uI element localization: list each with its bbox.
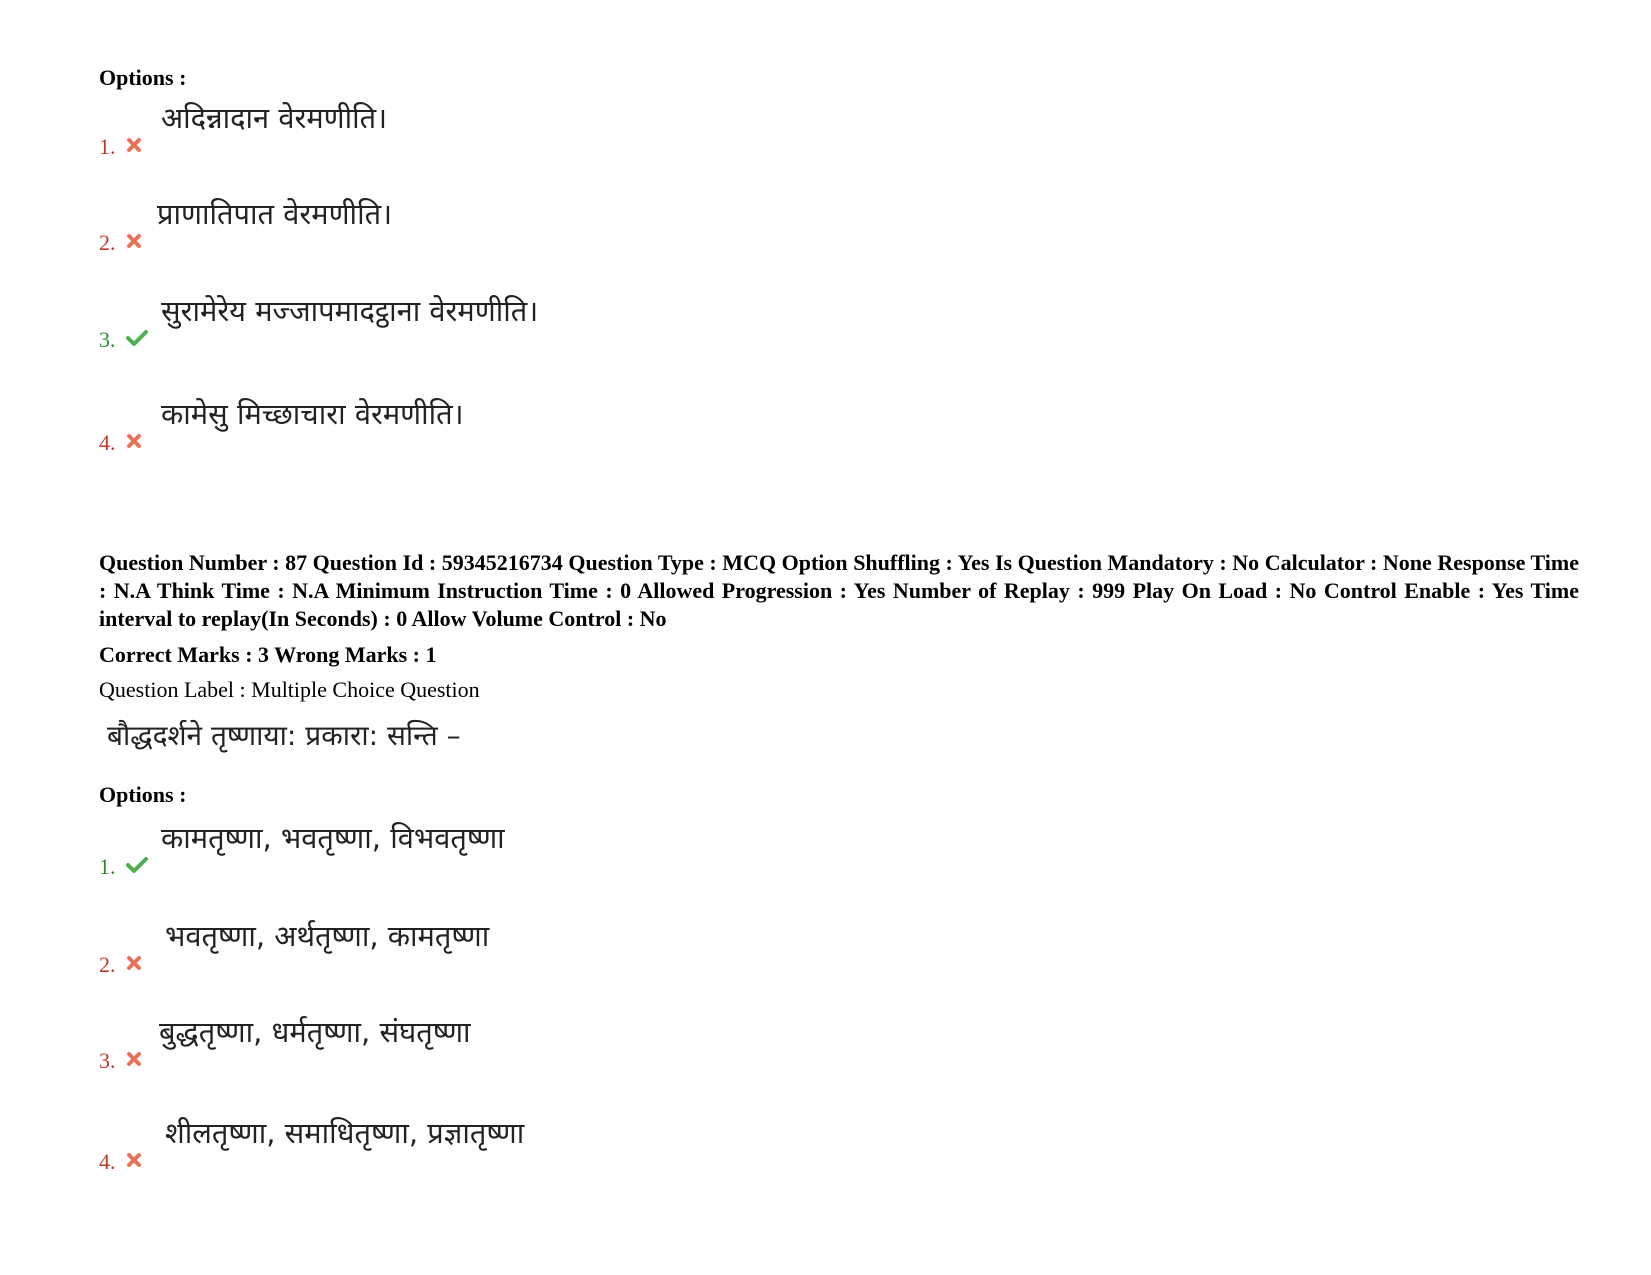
- question-marks: Correct Marks : 3 Wrong Marks : 1: [99, 642, 437, 667]
- option-row: [99, 196, 999, 256]
- option-row: [99, 820, 999, 880]
- check-icon: [125, 856, 149, 874]
- cross-icon: [125, 232, 143, 250]
- options-heading: Options :: [99, 65, 187, 90]
- options-heading: Options :: [99, 782, 187, 807]
- cross-icon: [125, 1050, 143, 1068]
- option-row: [99, 1115, 999, 1175]
- option-text: शीलतृष्णा, समाधितृष्णा, प्रज्ञातृष्णा: [165, 1116, 525, 1150]
- question-label: Question Label : Multiple Choice Question: [99, 677, 480, 702]
- option-text: कामेसु मिच्छाचारा वेरमणीति।: [161, 397, 464, 431]
- option-text: अदिन्नादान वेरमणीति।: [161, 101, 388, 135]
- option-number: 3.: [99, 1048, 116, 1073]
- cross-icon: [125, 136, 143, 154]
- cross-icon: [125, 1151, 143, 1169]
- option-number: 1.: [99, 134, 116, 159]
- option-row: [99, 100, 999, 160]
- option-number: 4.: [99, 1149, 116, 1174]
- option-text: बुद्धतृष्णा, धर्मतृष्णा, संघतृष्णा: [159, 1015, 471, 1049]
- option-row: [99, 293, 999, 353]
- question-text: बौद्धदर्शने तृष्णाया: प्रकारा: सन्ति –: [107, 719, 461, 752]
- option-number: 3.: [99, 327, 116, 352]
- option-number: 4.: [99, 430, 116, 455]
- option-row: [99, 918, 999, 978]
- check-icon: [125, 329, 149, 347]
- option-number: 2.: [99, 230, 116, 255]
- cross-icon: [125, 432, 143, 450]
- option-text: प्राणातिपात वेरमणीति।: [157, 197, 393, 231]
- option-text: कामतृष्णा, भवतृष्णा, विभवतृष्णा: [161, 821, 505, 855]
- option-row: [99, 396, 999, 456]
- cross-icon: [125, 954, 143, 972]
- option-text: भवतृष्णा, अर्थतृष्णा, कामतृष्णा: [165, 919, 490, 953]
- option-text: सुरामेरेय मज्जापमादट्ठाना वेरमणीति।: [161, 294, 539, 328]
- question-meta: Question Number : 87 Question Id : 59345216734 Question Type : MCQ Option Shuffling : Yes Is Question Mandatory : No Calculator : None Response Time : N.A Think Time : N.A Minimum Instruction Time : 0 Allowed Progression : Yes Number of Replay : 999 Play On Load : No Control Enable : Yes Time interval to replay(In Seconds) : 0 Allow Volume Control : No: [99, 550, 1579, 631]
- option-row: [99, 1014, 999, 1074]
- option-number: 2.: [99, 952, 116, 977]
- option-number: 1.: [99, 854, 116, 879]
